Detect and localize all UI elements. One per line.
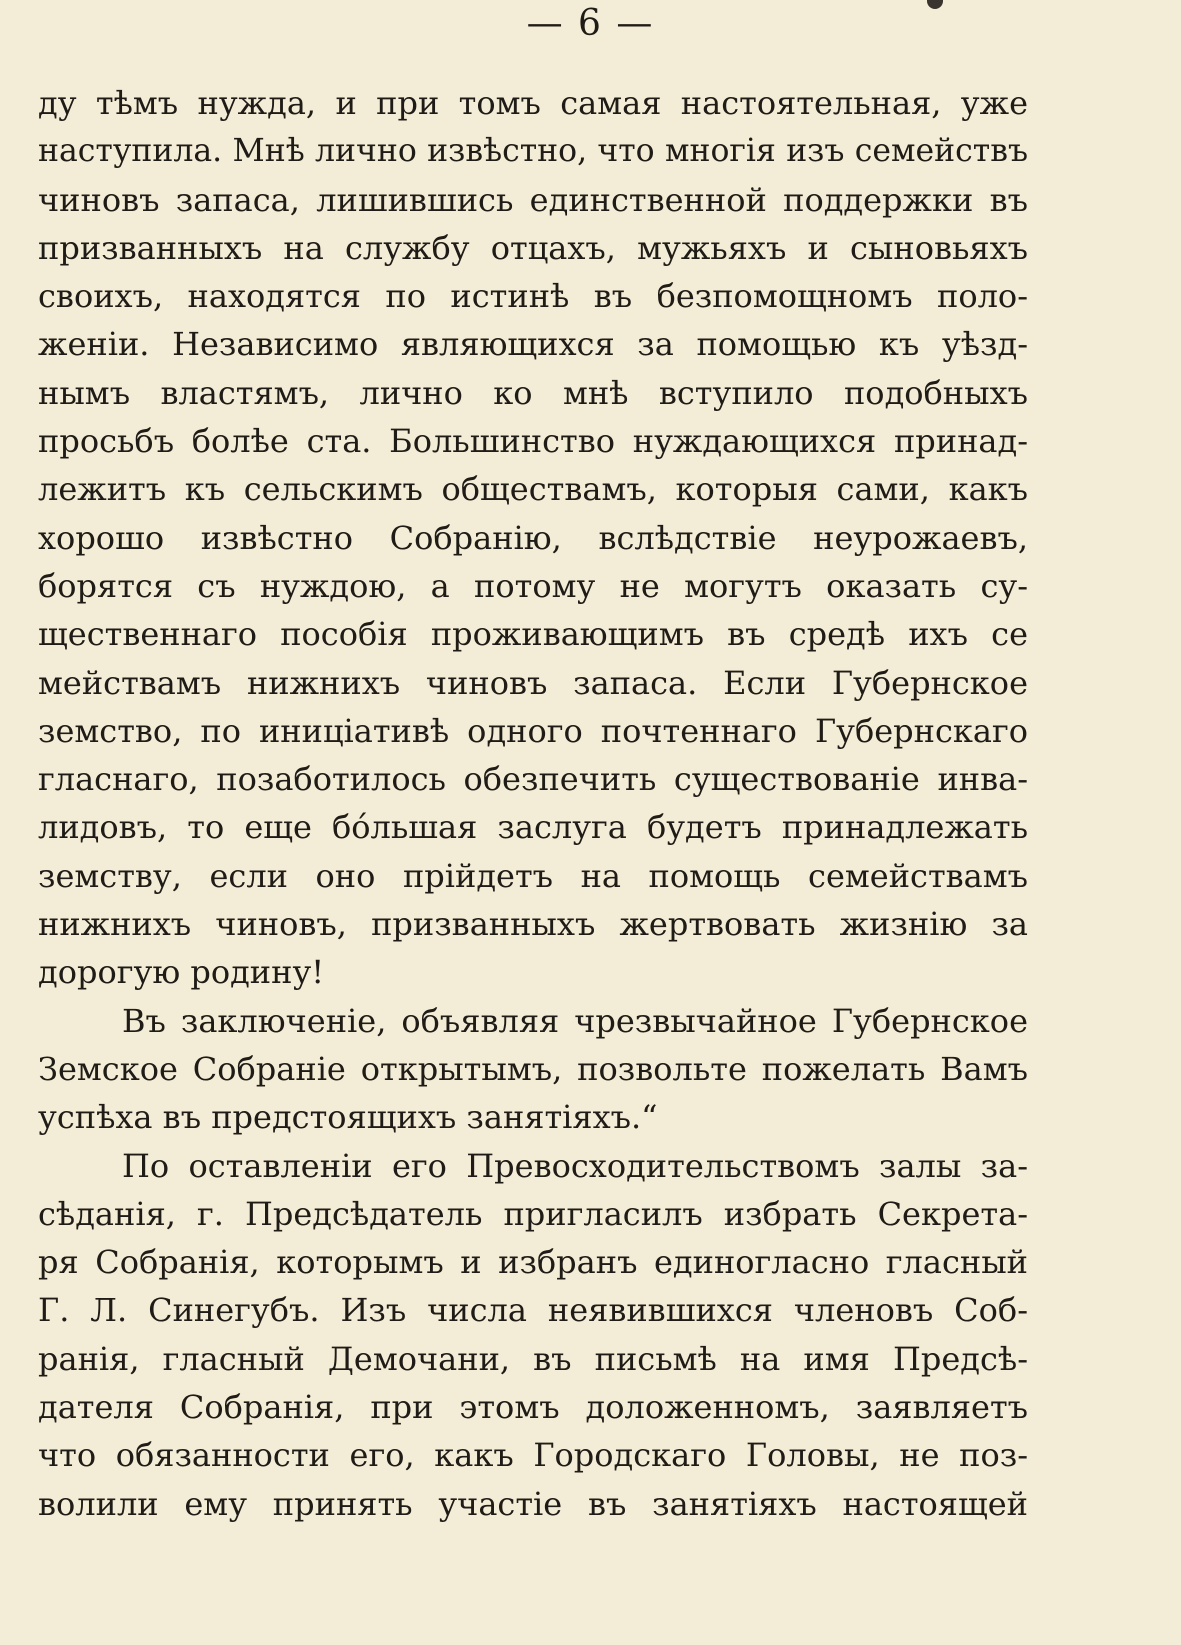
paragraph-end-line: дорогую родину! bbox=[38, 953, 325, 992]
paragraph-start-line: По оставленіи его Превосходительствомъ залы за- bbox=[122, 1146, 1028, 1185]
text-line: лидовъ, то еще бóльшая заслуга будетъ принадлежать bbox=[38, 808, 1028, 847]
text-line: наступила. Мнѣ лично извѣстно, что многія изъ семействъ bbox=[38, 133, 1028, 170]
text-line: волили ему принять участіе въ занятіяхъ настоящей bbox=[38, 1484, 1028, 1523]
text-line: нымъ властямъ, лично ко мнѣ вступило подобныхъ bbox=[38, 373, 1028, 412]
text-line: ря Собранія, которымъ и избранъ единогласно гласный bbox=[38, 1243, 1028, 1282]
text-line: призванныхъ на службу отцахъ, мужьяхъ и сыновьяхъ bbox=[38, 228, 1028, 267]
text-line: дателя Собранія, при этомъ доложенномъ, заявляетъ bbox=[38, 1388, 1028, 1427]
body-text bbox=[38, 79, 1028, 1528]
text-line: гласнаго, позаботилось обезпечить существованіе инва- bbox=[38, 760, 1028, 799]
text-line: Земское Собраніе открытымъ, позвольте пожелать Вамъ bbox=[38, 1049, 1028, 1088]
text-line: Г. Л. Синегубъ. Изъ числа неявившихся членовъ Соб- bbox=[38, 1291, 1028, 1330]
text-line: хорошо извѣстно Собранію, вслѣдствіе неурожаевъ, bbox=[38, 518, 1028, 557]
text-line: своихъ, находятся по истинѣ въ безпомощномъ поло- bbox=[38, 277, 1028, 316]
page-number: — 6 — bbox=[526, 3, 655, 44]
paragraph-start-line: Въ заключеніе, объявляя чрезвычайное Губернское bbox=[122, 1001, 1028, 1040]
text-line: чиновъ запаса, лишившись единственной поддержки въ bbox=[38, 180, 1028, 219]
text-line: что обязанности его, какъ Городскаго Головы, не поз- bbox=[38, 1436, 1028, 1475]
text-line: щественнаго пособія проживающимъ въ средѣ ихъ се bbox=[38, 615, 1028, 654]
text-line: борятся съ нуждою, а потому не могутъ оказать су- bbox=[38, 566, 1028, 605]
text-line: лежитъ къ сельскимъ обществамъ, которыя сами, какъ bbox=[38, 470, 1028, 509]
text-line: сѣданія, г. Предсѣдатель пригласилъ избрать Секрета- bbox=[38, 1194, 1028, 1233]
text-line: земство, по иниціативѣ одного почтеннаго Губернскаго bbox=[38, 711, 1028, 750]
text-line: нижнихъ чиновъ, призванныхъ жертвовать жизнію за bbox=[38, 905, 1028, 944]
text-line: мействамъ нижнихъ чиновъ запаса. Если Губернское bbox=[38, 663, 1028, 702]
text-line: ду тѣмъ нужда, и при томъ самая настоятельная, уже bbox=[38, 84, 1028, 122]
text-line: женіи. Независимо являющихся за помощью къ уѣзд- bbox=[38, 325, 1028, 364]
text-line: земству, если оно прійдетъ на помощь семействамъ bbox=[38, 856, 1028, 895]
text-line: просьбъ болѣе ста. Большинство нуждающихся принад- bbox=[38, 422, 1028, 461]
paragraph-end-line: успѣха въ предстоящихъ занятіяхъ.“ bbox=[38, 1098, 658, 1137]
text-line: ранія, гласный Демочани, въ письмѣ на имя Предсѣ- bbox=[38, 1339, 1028, 1378]
